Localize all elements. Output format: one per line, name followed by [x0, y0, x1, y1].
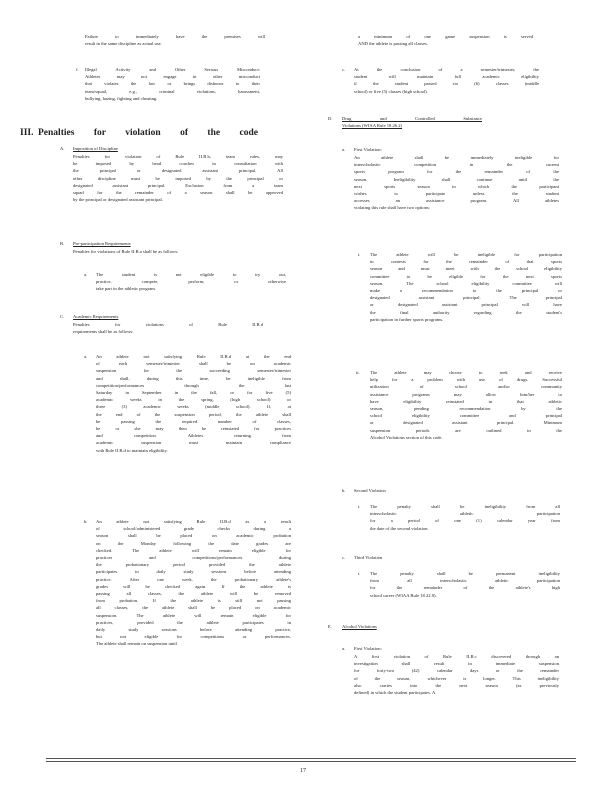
- text-line: designated assistant principal. Exclusion from a team: [73, 182, 283, 188]
- subsection-title: [342, 115, 482, 129]
- text-line: all classes, the athlete shall be placed on academic: [96, 605, 291, 611]
- text-line: a minimum of one game suspension is served: [358, 34, 533, 39]
- list-item: [354, 66, 539, 95]
- text-line: Penalties for violations of Rule II.B.d: [73, 322, 263, 327]
- list-marker: a.: [342, 147, 346, 152]
- text-line: sports program for the remainder of the: [354, 169, 559, 175]
- list-marker: f.: [76, 67, 79, 72]
- text-line: checked. The athlete will remain eligible for: [96, 547, 291, 553]
- list-item-illegal-activity: [85, 66, 260, 102]
- page-number: 17: [300, 768, 306, 774]
- text-line: An athlete not satisfying Rule II.B.d at the end: [96, 354, 291, 359]
- text-line: season shall be placed on academic probation: [96, 533, 291, 539]
- paragraph: [73, 321, 263, 335]
- text-line: passing all classes, the athlete will be removed: [96, 591, 291, 597]
- list-marker: a.: [342, 646, 346, 651]
- text-line: Penalties for violation of Rule II.B.b, team rules, may: [73, 154, 283, 159]
- list-marker: E.: [328, 624, 332, 629]
- text-line: wishes to participate unless the student: [354, 191, 559, 197]
- text-line: make a recommendation to the principal or: [370, 288, 562, 294]
- text-line: academic weeks in the spring, (high school) or: [96, 397, 291, 403]
- text-line: utilization of school and/or community: [370, 384, 562, 390]
- text-line: the final authority regarding the student's: [370, 309, 562, 315]
- text-line: Saturday in September in the fall, or for five (5): [96, 390, 291, 396]
- section-title: Penalties for violation of the code: [38, 128, 258, 138]
- subsection-title: Imposition of Discipline: [73, 146, 118, 151]
- list-marker: a.: [84, 272, 88, 277]
- text-line: interscholastic athletic participation: [370, 511, 560, 517]
- text-line: for forty-two (42) calendar days or the remainder: [354, 668, 559, 674]
- text-line: the end of the suspension period, the athlete shall: [96, 411, 291, 417]
- text-line: with Rule II.B.d to maintain eligibility.: [96, 447, 168, 453]
- text-line: The athlete shall remain on suspension until: [96, 641, 177, 647]
- subsection-title: Second Violation: [354, 488, 386, 493]
- text-line: The student is not eligible to try out,: [96, 272, 286, 277]
- text-line: three (3) academic weeks (middle school). If, at: [96, 404, 291, 410]
- subsection-title: Pre-participation Requirements: [73, 241, 131, 246]
- text-line: requirements shall be as follows:: [73, 329, 134, 335]
- text-line: the date of the second violation.: [370, 525, 429, 531]
- text-line: participates in daily study sessions before attending: [96, 569, 291, 575]
- list-marker: b.: [84, 519, 88, 524]
- text-line: AND the athlete is passing all classes.: [358, 41, 429, 47]
- list-item: [370, 251, 562, 323]
- text-line: assistance programs may allow him/her to: [370, 391, 562, 397]
- text-line: help for a problem with use of drugs. Successful: [370, 377, 562, 383]
- text-line: accesses an assistance program. All athletes: [354, 198, 559, 204]
- text-line: and competition. Athletes returning from: [96, 433, 291, 439]
- text-line: from probation. If the athlete is still not passing: [96, 598, 291, 604]
- text-line: suspension for the succeeding semester/trimester: [96, 368, 291, 374]
- footer-rule: [46, 758, 576, 759]
- text-line: daily study sessions before attending practice,: [96, 627, 291, 633]
- text-line: suspension periods are outlined in the: [370, 427, 562, 433]
- list-marker: ii.: [356, 370, 360, 375]
- paragraph: [85, 33, 265, 47]
- paragraph: [354, 154, 559, 212]
- list-item: [96, 271, 286, 293]
- section-number: III.: [20, 128, 34, 138]
- text-line: The penalty shall be permanent ineligibility: [370, 571, 560, 576]
- paragraph: [73, 153, 283, 203]
- text-line: team/squad, e.g., criminal violations, harassment,: [85, 88, 260, 94]
- text-line: designated assistant principal. The principal: [370, 295, 562, 301]
- text-line: An athlete not satisfying Rule II.B.d as a result: [96, 519, 291, 524]
- text-line: Alcohol Violations section of this code.: [370, 434, 443, 440]
- text-line: academic suspension must maintain compliance: [96, 440, 291, 446]
- text-line: squad for the remainder of a season shall be approved: [73, 190, 283, 196]
- footer-rule: [46, 761, 576, 762]
- list-marker: c.: [342, 67, 346, 72]
- text-line: be passing the required number of classes,: [96, 418, 291, 424]
- text-line: of school/administered grade checks during a: [96, 526, 291, 532]
- text-line: also carries into the next season (as previously: [354, 682, 559, 688]
- text-line: The athlete will be ineligible for participation: [370, 252, 562, 257]
- subsection-title: Third Violation: [354, 555, 383, 560]
- text-line: interscholastic competition in the current: [354, 162, 559, 168]
- text-line: Penalties for violations of Rule II.B.a shall be as follows:: [73, 249, 179, 254]
- text-line: The athlete may choose to seek and receive: [370, 370, 562, 375]
- text-line: Drug and Controlled Substance: [342, 116, 482, 121]
- text-line: committee to be eligible for the next sports: [370, 273, 562, 279]
- text-line: competition/performances through the last: [96, 382, 291, 388]
- text-line: but not eligible for competitions or performances.: [96, 634, 291, 640]
- text-line: or designated assistant principal will have: [370, 302, 562, 308]
- text-line: if the student passed six (6) classes (middle: [354, 81, 539, 87]
- text-line: season. Ineligibility shall continue until the: [354, 176, 559, 182]
- text-line: school career (WIAA Rule 18.22.0).: [370, 592, 437, 598]
- subsection-title: First Violation:: [354, 646, 382, 651]
- text-line: be imposed by head coaches in consultation with: [73, 161, 283, 167]
- text-line: next sports season in which the participant: [354, 183, 559, 189]
- paragraph: [358, 33, 533, 47]
- text-line: Violations (WIAA Rule 18.26.2): [342, 123, 403, 129]
- list-item: [96, 353, 291, 454]
- subsection-title: Academic Requirements: [73, 314, 119, 319]
- list-marker: c.: [342, 555, 346, 560]
- text-line: practice, compete, perform, or otherwise: [96, 279, 286, 285]
- text-line: practices and competitions/performances during: [96, 555, 291, 561]
- text-line: of the season, whichever is longer. This ineligibility: [354, 675, 559, 681]
- text-line: A first violation of Rule II.B.c discovered through an: [354, 654, 559, 659]
- text-line: other discipline must be imposed by the principal or: [73, 175, 283, 181]
- text-line: Athletes may not engage in other misconduct: [85, 74, 260, 80]
- text-line: by the principal or designated assistant principal.: [73, 197, 163, 203]
- list-marker: C.: [60, 314, 65, 319]
- text-line: grades will be checked again. If the athlete is: [96, 583, 291, 589]
- text-line: from all interscholastic athletic participation: [370, 578, 560, 584]
- text-line: in contests for the remainder of that sports: [370, 259, 562, 265]
- subsection-title: First Violation:: [354, 147, 382, 152]
- list-item: [370, 570, 560, 599]
- text-line: season, pending recommendation by the: [370, 406, 562, 412]
- list-marker: i.: [358, 252, 361, 257]
- list-marker: a.: [84, 354, 88, 359]
- text-line: student will maintain full academic eligibility: [354, 74, 539, 80]
- text-line: that violates the law or brings dishonor to their: [85, 81, 260, 87]
- list-marker: B.: [60, 241, 65, 246]
- text-line: Illegal Activity and Other Serious Misconduct:: [85, 67, 260, 72]
- text-line: An athlete shall be immediately ineligible for: [354, 155, 559, 160]
- text-line: The penalty shall be ineligibility from all: [370, 504, 560, 509]
- text-line: and shall, during this time, be ineligible from: [96, 375, 291, 381]
- list-marker: D.: [328, 116, 333, 121]
- text-line: have eligibility reinstated in that athletic: [370, 398, 562, 404]
- text-line: At the conclusion of a semester/trimester, the: [354, 67, 539, 72]
- text-line: violating this rule shall have two options:: [354, 205, 431, 211]
- text-line: the principal or designated assistant principal. All: [73, 168, 283, 174]
- text-line: for the remainder of the athlete's high: [370, 585, 560, 591]
- list-item: [370, 369, 562, 441]
- text-line: participation in further sports programs.: [370, 316, 444, 322]
- text-line: school) or five (5) classes (high school).: [354, 88, 428, 94]
- text-line: investigation shall result in immediate suspension: [354, 661, 559, 667]
- text-line: defined) in which the student participates. A: [354, 690, 436, 696]
- text-line: practices, provided the athlete participates in: [96, 619, 291, 625]
- text-line: for a period of one (1) calendar year from: [370, 518, 560, 524]
- list-marker: i.: [358, 571, 361, 576]
- list-item: [370, 503, 560, 532]
- text-line: practice. After one week, the probationary athlete's: [96, 576, 291, 582]
- list-item: [96, 518, 291, 648]
- text-line: Failure to immediately have the premises will: [85, 34, 265, 39]
- paragraph: [354, 653, 559, 696]
- paragraph: [73, 248, 293, 255]
- text-line: the probationary period provided the athlete: [96, 562, 291, 568]
- list-marker: A.: [60, 146, 65, 151]
- text-line: season. The school eligibility committee will: [370, 280, 562, 286]
- text-line: suspension. The athlete will remain eligible for: [96, 612, 291, 618]
- text-line: take part in the athletic program.: [96, 286, 156, 292]
- list-marker: b.: [342, 488, 346, 493]
- text-line: on the Monday following the date grades are: [96, 540, 291, 546]
- text-line: season and must meet with the school eligibility: [370, 266, 562, 272]
- subsection-title: Alcohol Violations: [342, 624, 377, 629]
- text-line: school eligibility committee and principal: [370, 413, 562, 419]
- text-line: bullying, hazing, fighting and cheating.: [85, 95, 158, 101]
- text-line: or designated assistant principal. Minimum: [370, 420, 562, 426]
- text-line: he or she may then be reinstated for practices: [96, 426, 291, 432]
- list-marker: i.: [358, 504, 361, 509]
- text-line: result in the same discipline as actual use.: [85, 41, 162, 47]
- text-line: of each semester/trimester shall be on academic: [96, 361, 291, 367]
